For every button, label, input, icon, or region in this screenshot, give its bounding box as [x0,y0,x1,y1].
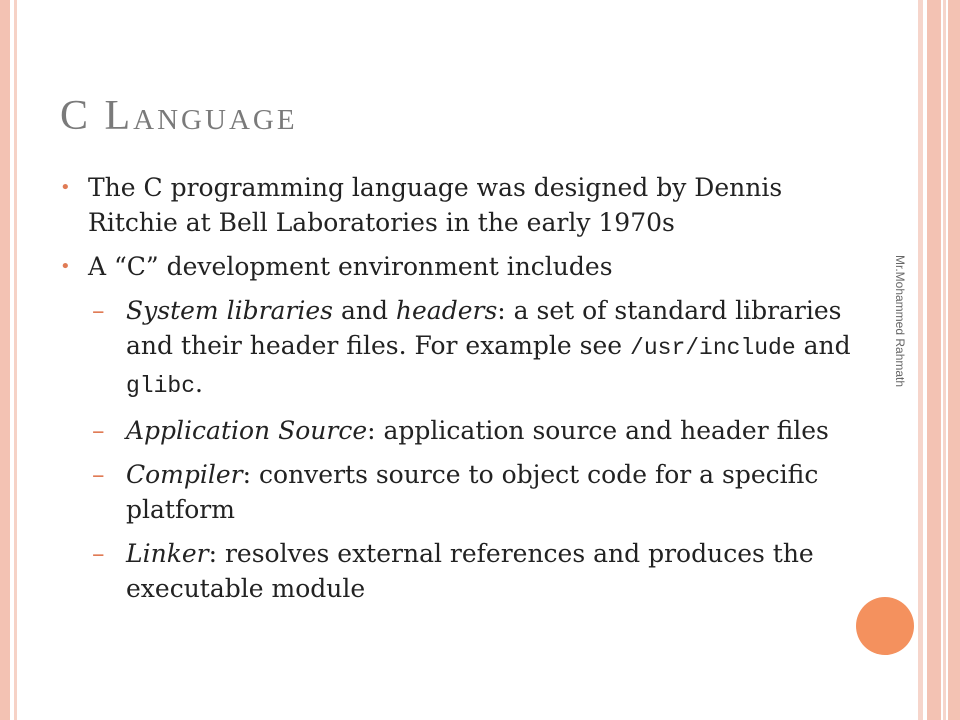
bullet-item [60,170,860,240]
sub-item [60,413,860,448]
term: headers [395,296,498,325]
right-stripe [918,0,923,720]
right-stripe [948,0,960,720]
dash-icon: – [92,296,105,325]
left-border-line [14,0,17,720]
text: : resolves external references and produces the executable module [126,539,814,603]
text: and [333,296,396,325]
slide-title: C Language [60,93,298,139]
sub-item [60,457,860,527]
right-stripe [943,0,946,720]
bullet-item [60,249,860,284]
term: Linker [126,539,209,568]
sub-item [60,536,860,606]
slide-body [60,170,860,615]
bullet-icon: • [60,177,71,198]
left-border-bar [0,0,10,720]
dash-icon: – [92,539,105,568]
term: Application Source [126,416,368,445]
term: System libraries [126,296,333,325]
text: and [795,331,851,360]
author-label: Mr.Mohammed Rahmath [893,255,907,388]
bullet-icon: • [60,256,71,277]
text: : converts source to object code for a specific platform [126,460,819,524]
dash-icon: – [92,460,105,489]
accent-circle [856,597,914,655]
text: . [195,369,203,398]
bullet-text: The C programming language was designed by Dennis Ritchie at Bell Laboratories in the early 1970s [88,173,783,237]
text: : a set of standard libraries and their header files. For example see [126,296,842,360]
dash-icon: – [92,416,105,445]
term: Compiler [126,460,243,489]
code-path: /usr/include [630,335,796,361]
bullet-text: A “C” development environment includes [88,252,613,281]
text: : application source and header files [367,416,829,445]
sub-item [60,293,860,404]
right-stripe [927,0,941,720]
code-lib: glibc [126,373,196,399]
